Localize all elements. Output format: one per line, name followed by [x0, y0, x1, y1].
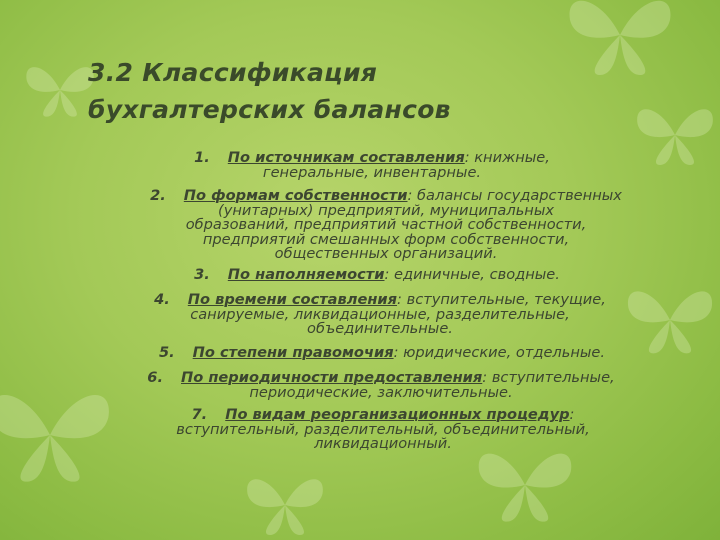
slide-title — [88, 54, 648, 128]
item-continuation: вступительный, разделительный, объединительный, — [176, 420, 590, 438]
item-continuation: образований, предприятий частной собственности, — [185, 216, 587, 233]
butterfly-icon — [470, 440, 580, 530]
item-continuation: предприятий смешанных форм собственности, — [202, 230, 570, 248]
item-number: 5. — [158, 344, 175, 361]
item-text: : единичные, сводные. — [384, 266, 560, 283]
item-continuation: объединительные. — [307, 320, 453, 337]
title-line-1: 3.2 Классификация — [88, 58, 378, 87]
item-number: 3. — [194, 266, 210, 283]
item-text: : балансы государственных — [407, 187, 622, 204]
item-text: : вступительные, — [482, 369, 615, 386]
item-text: : книжные, — [464, 149, 550, 166]
item-number: 6. — [147, 369, 163, 386]
title-line-2: бухгалтерских балансов — [88, 95, 451, 124]
item-label: По формам собственности — [183, 187, 408, 204]
classification-item — [72, 151, 672, 180]
classification-item — [82, 346, 682, 361]
item-label: По видам реорганизационных процедур — [225, 406, 570, 423]
item-continuation: общественных организаций. — [274, 245, 498, 262]
item-number: 7. — [191, 406, 208, 423]
item-number: 2. — [150, 187, 166, 204]
classification-item — [80, 293, 680, 337]
item-text: : вступительные, текущие, — [397, 291, 606, 308]
item-continuation: периодические, заключительные. — [249, 383, 513, 401]
classification-item — [77, 268, 677, 283]
item-continuation: генеральные, инвентарные. — [262, 163, 482, 181]
classification-item — [81, 371, 681, 400]
item-label: По периодичности предоставления — [181, 369, 483, 386]
item-first-line — [77, 268, 677, 283]
item-number: 1. — [194, 149, 210, 166]
classification-item — [86, 189, 686, 262]
item-label: По источникам составления — [227, 149, 465, 166]
item-label: По времени составления — [187, 291, 398, 308]
classification-item — [83, 408, 683, 452]
item-continuation: санируемые, ликвидационные, разделительные, — [190, 305, 570, 323]
item-continuation: (унитарных) предприятий, муниципальных — [218, 201, 554, 219]
butterfly-icon — [240, 470, 330, 540]
item-label: По наполняемости — [227, 266, 385, 283]
item-continuation: ликвидационный. — [314, 435, 452, 452]
item-text: : юридические, отдельные. — [393, 344, 606, 361]
item-label: По степени правомочия — [192, 344, 394, 361]
item-number: 4. — [154, 291, 170, 308]
item-first-line — [82, 346, 682, 361]
item-text: : — [569, 406, 575, 423]
